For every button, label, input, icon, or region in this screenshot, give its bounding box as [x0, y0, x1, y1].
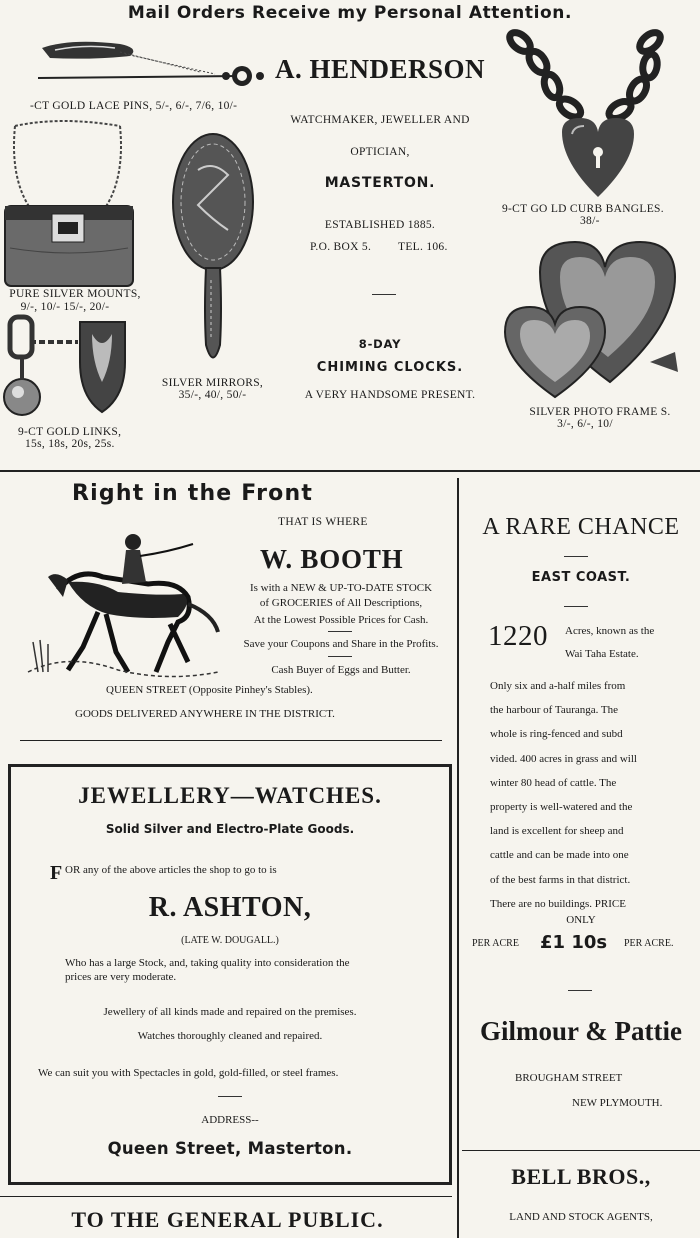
rare-divider-2 — [564, 606, 588, 607]
bangles-caption-line1: 9-CT GO LD CURB BANGLES. — [502, 203, 664, 215]
ashton-headline: JEWELLERY—WATCHES. — [78, 783, 382, 808]
rare-line1b: Wai Taha Estate. — [565, 648, 639, 660]
links-caption-line2: 15s, 18s, 20s, 25s. — [25, 438, 115, 450]
rare-body-line: whole is ring-fenced and subd — [490, 728, 623, 741]
gilmour-bottom-rule — [462, 1150, 700, 1151]
mirrors-caption-line1: SILVER MIRRORS, — [161, 377, 264, 389]
bangles-caption-line2: 38/- — [580, 215, 600, 227]
clocks-line2: CHIMING CLOCKS. — [316, 360, 464, 375]
rare-sub: EAST COAST. — [531, 570, 631, 585]
ashton-address-label: ADDRESS-- — [201, 1114, 259, 1126]
horseman-illustration — [28, 522, 228, 682]
ashton-address: Queen Street, Masterton. — [107, 1139, 353, 1158]
ashton-intro: OR any of the above articles the shop to go to is — [65, 864, 277, 876]
rare-body-line: the harbour of Tauranga. The — [490, 704, 619, 717]
booth-headline: Right in the Front — [72, 481, 314, 506]
clocks-line3: A VERY HANDSOME PRESENT. — [304, 389, 476, 401]
henderson-established: ESTABLISHED 1885. — [324, 219, 436, 231]
booth-line2: of GROCERIES of All Descriptions, — [259, 597, 423, 609]
gilmour-town: NEW PLYMOUTH. — [572, 1097, 663, 1109]
links-caption-line1: 9-CT GOLD LINKS, — [18, 426, 122, 438]
gilmour-name: Gilmour & Pattie — [480, 1016, 682, 1046]
ashton-name: R. ASHTON, — [148, 892, 312, 923]
rare-body-line: winter 80 head of cattle. The — [490, 776, 617, 789]
booth-line1: Is with a NEW & UP-TO-DATE STOCK — [249, 582, 433, 594]
rare-headline: A RARE CHANCE — [482, 514, 680, 540]
rare-price: £1 10s — [540, 932, 608, 953]
general-public-headline: TO THE GENERAL PUBLIC. — [71, 1207, 384, 1232]
booth-divider — [328, 631, 352, 632]
ashton-p4: We can suit you with Spectacles in gold, gold-filled, or steel frames. — [38, 1067, 339, 1079]
ashton-bottom-rule — [0, 1196, 452, 1197]
henderson-tel: TEL. 106. — [398, 241, 448, 253]
rare-acres: 1220 — [488, 620, 548, 652]
rare-per-acre-left: PER ACRE — [472, 938, 519, 949]
lace-pins-caption: -CT GOLD LACE PINS, 5/-, 6/-, 7/6, 10/- — [30, 100, 238, 112]
clocks-line1: 8-DAY — [358, 337, 402, 351]
rare-only: ONLY — [566, 914, 596, 926]
rare-body-line: property is well-watered and the — [490, 801, 633, 814]
gilmour-street: BROUGHAM STREET — [515, 1072, 623, 1084]
rare-body — [490, 674, 695, 916]
rare-body-line: cattle and can be made into one — [490, 849, 629, 862]
mounts-caption-line1: PURE SILVER MOUNTS, — [9, 288, 141, 300]
booth-line4: Save your Coupons and Share in the Profits. — [243, 638, 439, 650]
henderson-po-box: P.O. BOX 5. — [310, 241, 372, 253]
ashton-drop-cap: F — [50, 862, 63, 884]
rare-body-line: vided. 400 acres in grass and will — [490, 752, 637, 765]
henderson-divider — [372, 294, 396, 295]
booth-line6: QUEEN STREET (Opposite Pinhey's Stables). — [106, 684, 313, 696]
henderson-name: A. HENDERSON — [275, 54, 486, 84]
rare-body-line: Only six and a-half miles from — [490, 680, 626, 692]
rare-divider-1 — [564, 556, 588, 557]
curb-bangle-illustration — [500, 22, 695, 202]
ashton-p1-line1: Who has a large Stock, and, taking quality into consideration the — [65, 957, 350, 969]
booth-name: W. BOOTH — [260, 544, 404, 574]
rare-body-line: of the best farms in that district. — [490, 873, 631, 886]
ashton-p1-line2: prices are very moderate. — [65, 971, 177, 983]
ashton-divider — [218, 1096, 242, 1097]
rare-line1a: Acres, known as the — [565, 625, 655, 637]
lace-pin-illustration — [30, 30, 280, 95]
section-rule — [0, 470, 700, 472]
booth-that-is: THAT IS WHERE — [278, 516, 368, 528]
gold-links-illustration — [0, 312, 145, 427]
booth-bottom-rule — [20, 740, 442, 741]
rare-per-acre-right: PER ACRE. — [624, 938, 674, 949]
booth-divider-2 — [328, 656, 352, 657]
henderson-town: MASTERTON. — [324, 175, 436, 191]
henderson-trade-line1: WATCHMAKER, JEWELLER AND — [290, 114, 470, 126]
frames-caption-line2: 3/-, 6/-, 10/ — [557, 418, 613, 430]
silver-photo-frame-illustration — [500, 232, 690, 402]
rare-body-line: There are no buildings. PRICE — [490, 897, 626, 910]
ashton-p2: Jewellery of all kinds made and repaired on the premises. — [103, 1006, 357, 1018]
silver-mirror-illustration — [168, 130, 258, 375]
frames-caption-line1: SILVER PHOTO FRAME S. — [529, 406, 671, 418]
rare-divider-3 — [568, 990, 592, 991]
ashton-late: (LATE W. DOUGALL.) — [181, 935, 279, 946]
column-rule — [457, 478, 459, 1238]
silver-mount-bag-illustration — [0, 118, 145, 293]
mirrors-caption-line2: 35/-, 40/, 50/- — [178, 389, 247, 401]
henderson-trade-line2: OPTICIAN, — [350, 146, 410, 158]
booth-line7: GOODS DELIVERED ANYWHERE IN THE DISTRICT. — [75, 708, 335, 720]
booth-line3: At the Lowest Possible Prices for Cash. — [253, 614, 429, 626]
bell-sub: LAND AND STOCK AGENTS, — [509, 1211, 653, 1223]
bell-name: BELL BROS., — [511, 1164, 651, 1189]
rare-body-line: land is excellent for sheep and — [490, 825, 624, 838]
mounts-caption-line2: 9/-, 10/- 15/-, 20/- — [20, 301, 110, 313]
ashton-sub: Solid Silver and Electro-Plate Goods. — [105, 822, 355, 836]
booth-line5: Cash Buyer of Eggs and Butter. — [271, 664, 411, 676]
henderson-banner: Mail Orders Receive my Personal Attention. — [127, 3, 573, 23]
ashton-p3: Watches thoroughly cleaned and repaired. — [137, 1030, 323, 1042]
